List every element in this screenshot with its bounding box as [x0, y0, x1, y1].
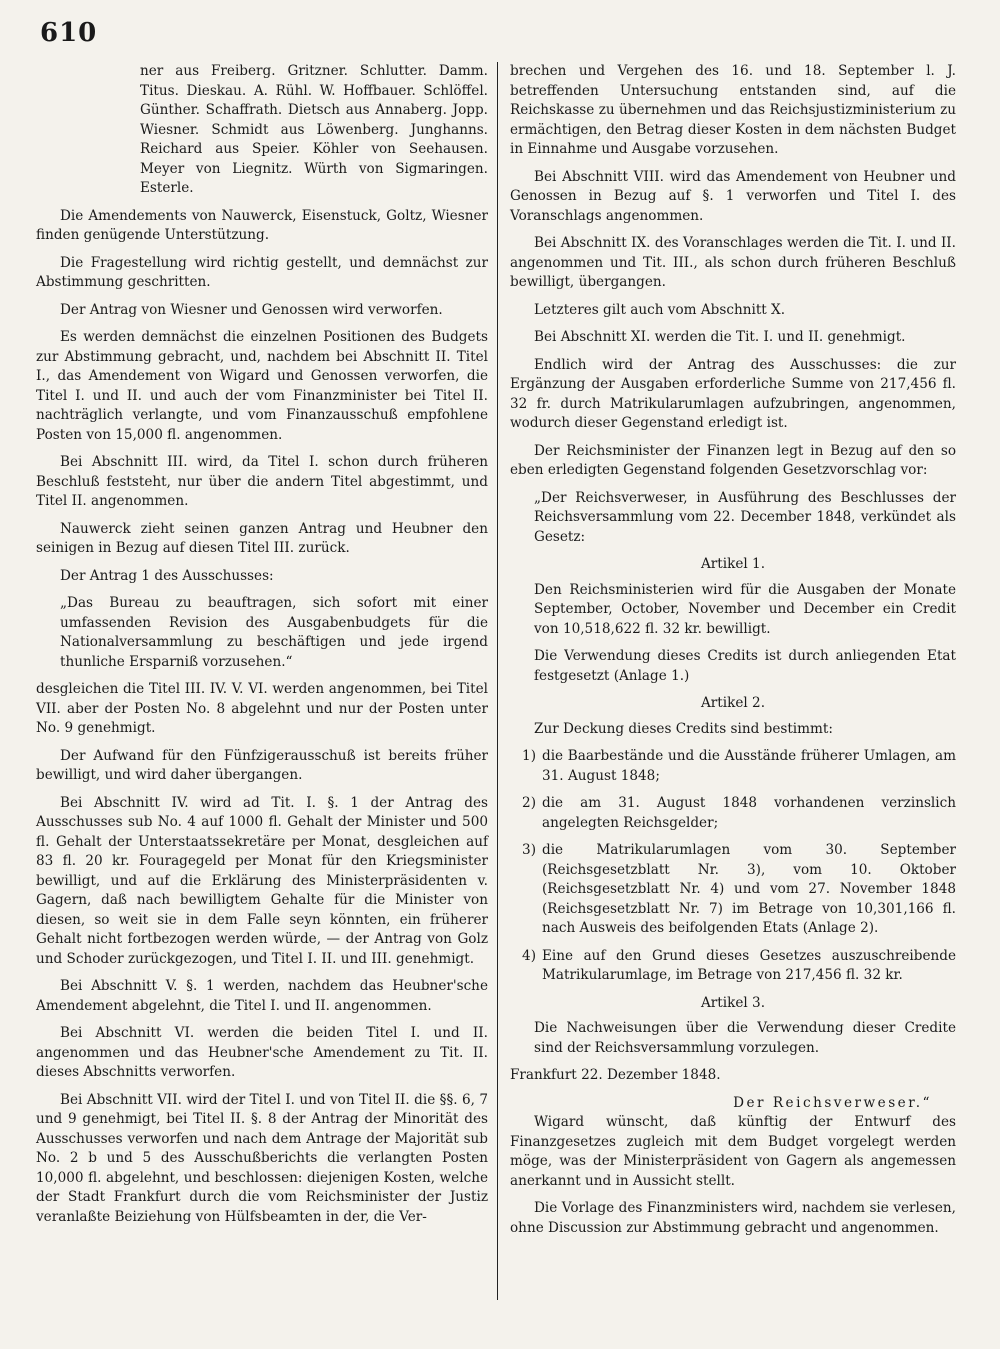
article-heading: Artikel 3. [700, 994, 766, 1011]
signature-line: Der Reichsverweser.“ [733, 1094, 932, 1111]
list-item-number: 2) [522, 795, 536, 811]
paragraph: Endlich wird der Antrag des Ausschusses: die zur Ergänzung der Ausgaben erforderliche Summe von 217,456 fl. 32 fr. durch Matrikularumlagen aufzubringen, angenommen, wodurch dieser Gegenstand erledigt ist. [510, 356, 956, 431]
paragraph: Der Antrag 1 des Ausschusses: [60, 567, 274, 584]
article-heading: Artikel 2. [700, 695, 766, 711]
paragraph: Bei Abschnitt IX. des Voranschlages werden die Tit. I. und II. angenommen und Tit. III., als schon durch früheren Beschluß bewilligt, übergangen. [510, 235, 956, 290]
paragraph: Nauwerck zieht seinen ganzen Antrag und Heubner den seinigen in Bezug auf diesen Titel III. zurück. [36, 520, 488, 556]
list-item [510, 841, 956, 939]
name-list: ner aus Freiberg. Gritzner. Schlutter. Damm. Titus. Dieskau. A. Rühl. W. Hoffbauer. Schlöffel. Günther. Schaffrath. Dietsch aus Annaberg. Jopp. Wiesner. Schmidt aus Löwenberg. Junghanns. Reichard aus Speier. Köhler von Seehausen. Meyer von Liegnitz. Würth von Sigmaringen. Esterle. [140, 63, 488, 196]
paragraph: Die Vorlage des Finanzministers wird, nachdem sie verlesen, ohne Discussion zur Abstimmung gebracht und angenommen. [510, 1200, 956, 1236]
law-preamble: „Der Reichsverweser, in Ausführung des Beschlusses der Reichsversammlung vom 22. December 1848, verkündet als Gesetz: [534, 489, 956, 545]
list-item [510, 747, 956, 786]
paragraph: Wigard wünscht, daß künftig der Entwurf des Finanzgesetzes zugleich mit dem Budget vorgelegt werden möge, was der Ministerpräsident von Gagern als angemessen anerkannt und in Aussicht stellt. [510, 1114, 956, 1189]
paragraph: Bei Abschnitt VII. wird der Titel I. und von Titel II. die §§. 6, 7 und 9 genehmigt, bei Titel II. §. 8 der Antrag der Minorität des Ausschusses verworfen und nach dem Antrage der Majorität sub No. 2 b und 5 des Ausschußberichts die verlangten Posten 10,000 fl. abgelehnt, und beschlossen: diejenigen Kosten, welche der Stadt Frankfurt durch die vom Reichsminister der Justiz veranlaßte Beiziehung von Hülfsbeamten in der, die Ver- [36, 1091, 488, 1225]
article-text: Zur Deckung dieses Credits sind bestimmt: [534, 720, 833, 737]
paragraph: Der Antrag von Wiesner und Genossen wird verworfen. [60, 301, 443, 318]
paragraph: Es werden demnächst die einzelnen Positionen des Budgets zur Abstimmung gebracht, und, nachdem bei Abschnitt II. Titel I., das Amendement von Wigard und Genossen verworfen, die Titel I. und II. und auch der vom Finanzminister bei Titel II. nachträglich verlangte, und vom Finanzausschuß empfohlene Posten von 15,000 fl. angenommen. [36, 329, 488, 443]
list-item [510, 794, 956, 833]
list-item-number: 1) [522, 748, 536, 764]
paragraph: Bei Abschnitt III. wird, da Titel I. schon durch früheren Beschluß feststeht, nur über die andern Titel abgestimmt, und Titel II. angenommen. [36, 454, 488, 509]
article-text: Die Verwendung dieses Credits ist durch anliegenden Etat festgesetzt (Anlage 1.) [534, 648, 956, 684]
left-column [36, 62, 488, 1235]
list-item-number: 4) [522, 947, 536, 964]
paragraph: Letzteres gilt auch vom Abschnitt X. [534, 301, 786, 318]
list-item-text: die am 31. August 1848 vorhandenen verzinslich angelegten Reichsgelder; [542, 795, 956, 831]
column-divider [497, 62, 498, 1300]
right-column [510, 62, 956, 1246]
list-item-text: die Matrikularumlagen vom 30. September (Reichsgesetzblatt Nr. 3), vom 10. Oktober (Reichsgesetzblatt Nr. 4) und vom 27. November 1848 (Reichsgesetzblatt Nr. 7) im Betrage von 10,301,166 fl. nach Ausweis des beifolgenden Etats (Anlage 2). [542, 842, 956, 936]
paragraph: Bei Abschnitt IV. wird ad Tit. I. §. 1 der Antrag des Ausschusses sub No. 4 auf 1000 fl. Gehalt der Minister und 500 fl. Gehalt der Unterstaatssekretäre per Monat, desgleichen auf 83 fl. 20 kr. Fouragegeld per Monat für den Kriegsminister bewilligt, und auf die Erklärung des Ministerpräsidenten v. Gagern, daß nach bewilligtem Gehalte für die Minister von diesen, so weit sie in dem Falle seyn könnten, ein früherer Gehalt nicht fortbezogen werden würde, — der Antrag von Golz und Schoder zurückgezogen, und Titel I. II. und III. genehmigt. [36, 794, 488, 967]
article-text: Die Nachweisungen über die Verwendung dieser Credite sind der Reichsversammlung vorzulegen. [534, 1020, 956, 1056]
paragraph: Der Aufwand für den Fünfzigerausschuß ist bereits früher bewilligt, und wird daher übergangen. [36, 747, 488, 783]
paragraph: Bei Abschnitt VI. werden die beiden Titel I. und II. angenommen und das Heubner'sche Amendement zu Tit. II. dieses Abschnitts verworfen. [36, 1025, 488, 1080]
paragraph: Bei Abschnitt V. §. 1 werden, nachdem das Heubner'sche Amendement abgelehnt, die Titel I. und II. angenommen. [36, 978, 488, 1014]
date-line: Frankfurt 22. Dezember 1848. [510, 1067, 721, 1083]
paragraph: desgleichen die Titel III. IV. V. VI. werden angenommen, bei Titel VII. aber der Posten No. 8 abgelehnt und nur der Posten unter No. 9 genehmigt. [36, 681, 488, 736]
paragraph: Die Amendements von Nauwerck, Eisenstuck, Goltz, Wiesner finden genügende Unterstützung. [36, 207, 488, 243]
list-item-text: Eine auf den Grund dieses Gesetzes auszuschreibende Matrikularumlage, im Betrage von 217,456 fl. 32 kr. [542, 947, 956, 983]
article-heading: Artikel 1. [700, 556, 766, 572]
article-text: Den Reichsministerien wird für die Ausgaben der Monate September, October, November und December ein Credit von 10,518,622 fl. 32 kr. bewilligt. [534, 581, 956, 637]
list-item [510, 947, 956, 986]
quoted-motion: „Das Bureau zu beauftragen, sich sofort mit einer umfassenden Revision des Ausgabenbudgets für die Nationalversammlung zu beschäftigen und jede irgend thunliche Ersparniß vorzusehen.“ [60, 595, 488, 670]
list-item-text: die Baarbestände und die Ausstände früherer Umlagen, am 31. August 1848; [542, 748, 956, 784]
list-item-number: 3) [522, 842, 536, 858]
paragraph: Bei Abschnitt VIII. wird das Amendement von Heubner und Genossen in Bezug auf §. 1 verworfen und Titel I. des Voranschlags angenommen. [510, 168, 956, 224]
paragraph: brechen und Vergehen des 16. und 18. September l. J. betreffenden Untersuchung entstanden sind, auf die Reichskasse zu übernehmen und das Reichsjustizministerium zu ermächtigen, den Betrag dieser Kosten in dem nächsten Budget in Einnahme und Ausgabe vorzusehen. [510, 63, 956, 157]
paragraph: Der Reichsminister der Finanzen legt in Bezug auf den so eben erledigten Gegenstand folgenden Gesetzvorschlag vor: [510, 442, 956, 478]
paragraph: Bei Abschnitt XI. werden die Tit. I. und II. genehmigt. [534, 329, 906, 345]
paragraph: Die Fragestellung wird richtig gestellt, und demnächst zur Abstimmung geschritten. [36, 254, 488, 290]
page-number: 610 [40, 18, 98, 48]
